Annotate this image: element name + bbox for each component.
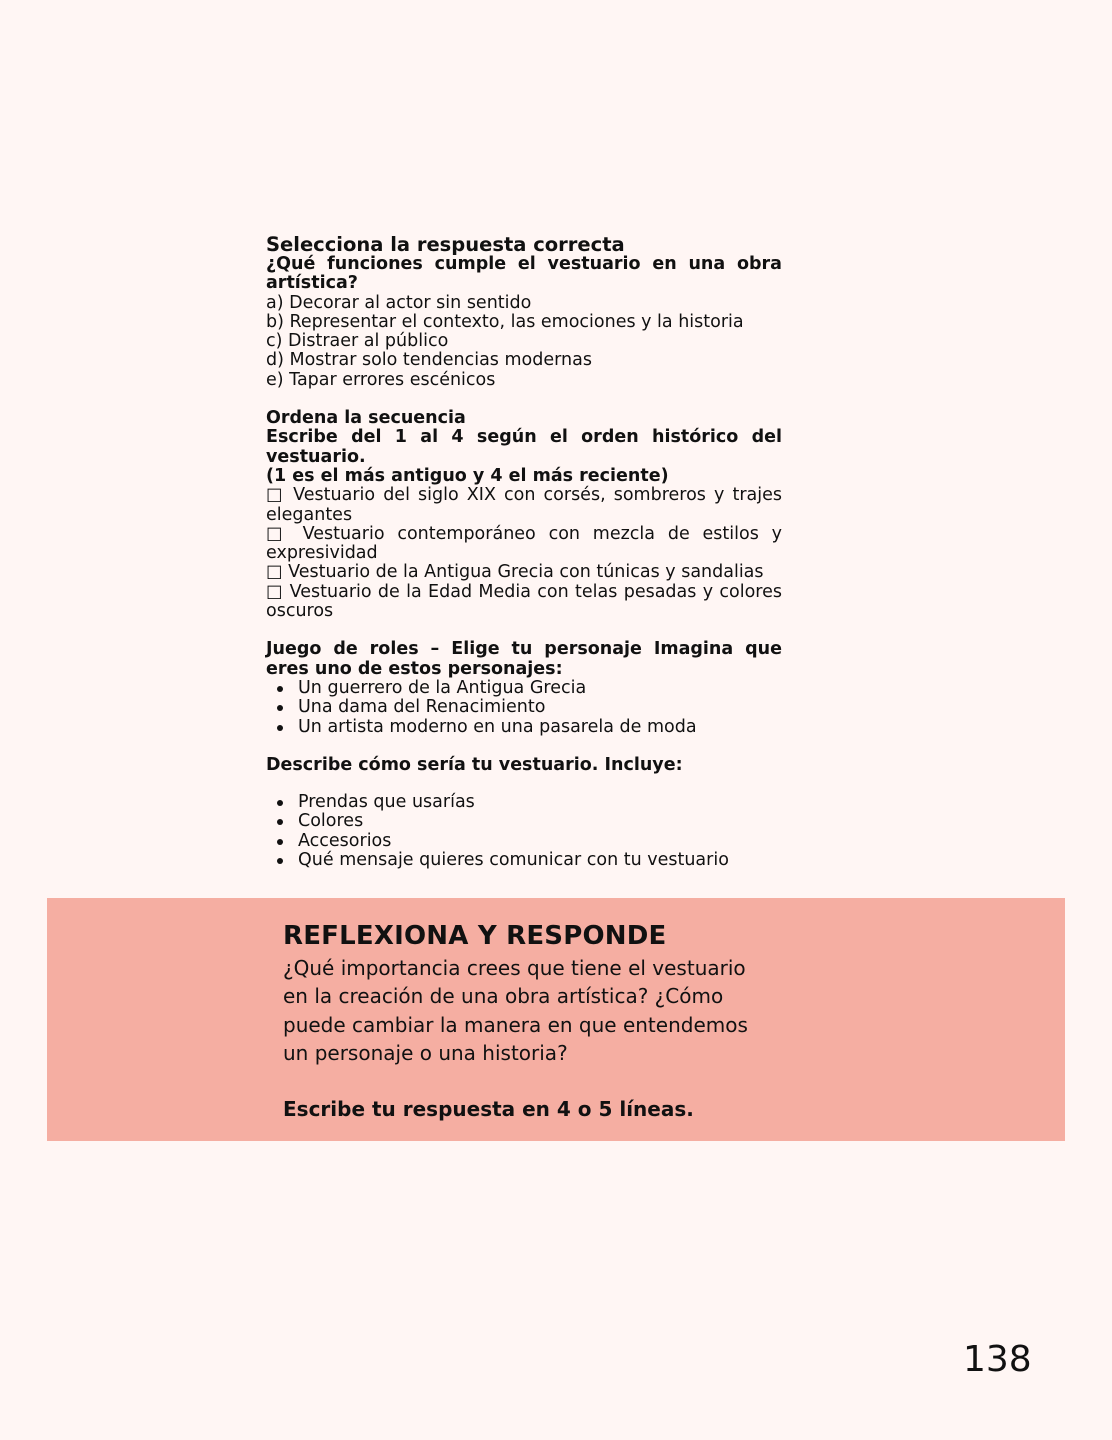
reflection-box (47, 898, 1065, 1141)
costume-item: Colores (266, 812, 782, 831)
reflection-text: ¿Qué importancia crees que tiene el vestuario en la creación de una obra artística? ¿Cómo puede cambiar la manera en que entendemos un personaje o una historia? (283, 956, 748, 1065)
costume-item: Accesorios (266, 832, 782, 851)
character-item: Un guerrero de la Antigua Grecia (266, 679, 782, 698)
section2-note: (1 es el más antiguo y 4 el más reciente) (266, 465, 669, 486)
reflection-content (283, 920, 763, 1123)
reflection-title: REFLEXIONA Y RESPONDE (283, 921, 667, 951)
worksheet-content (266, 234, 782, 870)
sequence-item-2: □ Vestuario contemporáneo con mezcla de estilos y expresividad (266, 523, 782, 564)
sequence-item-1: □ Vestuario del siglo XIX con corsés, sombreros y trajes elegantes (266, 485, 782, 525)
costume-list (266, 793, 782, 870)
section1-question: ¿Qué funciones cumple el vestuario en una obra artística? (266, 254, 782, 294)
section3-title: Juego de roles – Elige tu personaje Imagina que eres uno de estos personajes: (266, 639, 782, 679)
section4-title: Describe cómo sería tu vestuario. Incluye: (266, 754, 683, 775)
costume-item: Prendas que usarías (266, 793, 782, 812)
reflection-instruction: Escribe tu respuesta en 4 o 5 líneas. (283, 1097, 694, 1122)
costume-item: Qué mensaje quieres comunicar con tu vestuario (266, 851, 782, 870)
section2-title: Ordena la secuencia (266, 408, 466, 429)
option-d: d) Mostrar solo tendencias modernas (266, 350, 592, 371)
option-b: b) Representar el contexto, las emociones y la historia (266, 311, 744, 332)
section2-instruction: Escribe del 1 al 4 según el orden histórico del vestuario. (266, 427, 782, 467)
option-e: e) Tapar errores escénicos (266, 369, 496, 390)
character-item: Una dama del Renacimiento (266, 698, 782, 717)
character-item: Un artista moderno en una pasarela de moda (266, 718, 782, 737)
character-list (266, 679, 782, 737)
option-c: c) Distraer al público (266, 331, 449, 352)
option-a: a) Decorar al actor sin sentido (266, 292, 532, 313)
section1-title: Selecciona la respuesta correcta (266, 233, 625, 256)
sequence-item-4: □ Vestuario de la Edad Media con telas pesadas y colores oscuros (266, 581, 782, 622)
page-number: 138 (963, 1339, 1032, 1380)
sequence-item-3: □ Vestuario de la Antigua Grecia con túnicas y sandalias (266, 562, 764, 583)
